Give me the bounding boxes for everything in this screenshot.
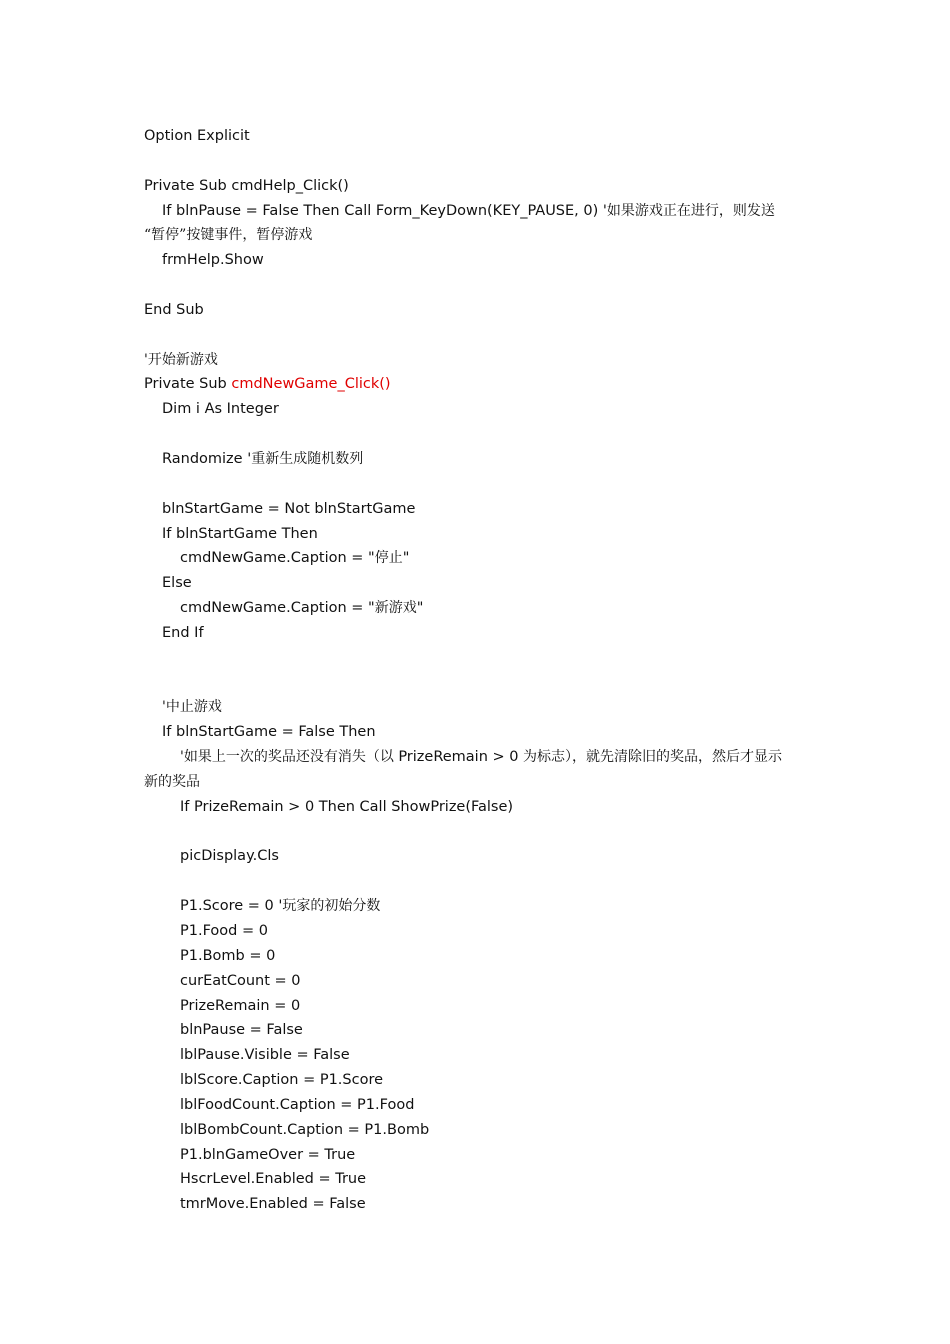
code-line <box>144 571 814 596</box>
code-line <box>144 298 814 323</box>
code-text: blnPause = False <box>180 1022 303 1039</box>
code-text: If PrizeRemain > 0 Then Call ShowPrize(False) <box>180 798 514 815</box>
blank-line <box>144 820 814 845</box>
code-listing <box>144 124 814 1217</box>
comment-text: 玩家的初始分数 <box>282 898 381 915</box>
code-text: tmrMove.Enabled = False <box>180 1196 366 1213</box>
code-text: lblBombCount.Caption = P1.Bomb <box>180 1121 430 1138</box>
code-line <box>144 1118 814 1143</box>
code-text: picDisplay.Cls <box>180 848 279 865</box>
code-text: P1.Score = 0 ' <box>180 898 283 915</box>
comment-text: '中止游戏 <box>162 699 222 716</box>
blank-line <box>144 323 814 348</box>
code-text: PrizeRemain = 0 <box>180 997 301 1014</box>
comment-text: “暂停”按键事件，暂停游戏 <box>144 227 313 244</box>
comment-text: 如果游戏正在进行，则发送 <box>606 202 775 219</box>
comment-text: '如果上一次的奖品还没有消失（以 <box>180 749 399 766</box>
code-line <box>144 844 814 869</box>
blank-line <box>144 646 814 671</box>
code-line <box>144 621 814 646</box>
code-line <box>144 174 814 199</box>
code-text: Option Explicit <box>144 128 250 144</box>
code-text: End Sub <box>144 301 204 318</box>
code-line <box>144 248 814 273</box>
code-line <box>144 695 814 720</box>
code-text: HscrLevel.Enabled = True <box>180 1171 367 1188</box>
code-text: " <box>416 600 424 617</box>
code-line <box>144 1167 814 1192</box>
code-text: Dim i As Integer <box>162 401 279 418</box>
code-text: P1.Food = 0 <box>180 923 268 939</box>
code-line <box>144 348 814 373</box>
code-line <box>144 124 814 149</box>
code-line <box>144 1143 814 1168</box>
code-text: frmHelp.Show <box>162 252 264 269</box>
code-text: Private Sub <box>144 376 232 393</box>
string-text: 停止 <box>374 550 403 567</box>
code-line <box>144 1068 814 1093</box>
code-line <box>144 397 814 422</box>
code-text: PrizeRemain > 0 <box>398 749 519 766</box>
code-line <box>144 372 814 397</box>
code-text: cmdNewGame.Caption = " <box>180 600 375 617</box>
code-text: Randomize ' <box>162 450 252 467</box>
code-text: Private Sub cmdHelp_Click() <box>144 177 349 194</box>
code-line <box>144 969 814 994</box>
code-text: P1.blnGameOver = True <box>180 1146 356 1163</box>
code-text: If blnStartGame Then <box>162 525 318 542</box>
code-line <box>144 944 814 969</box>
code-text: End If <box>162 624 204 641</box>
code-line <box>144 894 814 919</box>
code-line <box>144 596 814 621</box>
code-line <box>144 994 814 1019</box>
code-line <box>144 447 814 472</box>
code-text: " <box>402 550 410 567</box>
code-text: curEatCount = 0 <box>180 972 301 989</box>
code-line <box>144 546 814 571</box>
code-line <box>144 919 814 944</box>
code-text: If blnStartGame = False Then <box>162 724 376 741</box>
code-text: lblScore.Caption = P1.Score <box>180 1072 384 1089</box>
code-line <box>144 1018 814 1043</box>
highlighted-code-text: cmdNewGame_Click() <box>231 376 391 393</box>
code-line <box>144 1043 814 1068</box>
code-text: cmdNewGame.Caption = " <box>180 550 375 567</box>
blank-line <box>144 273 814 298</box>
comment-text: 重新生成随机数列 <box>251 450 364 467</box>
string-text: 新游戏 <box>374 600 417 617</box>
comment-text: 为标志），就先清除旧的奖品，然后才显示 <box>518 749 782 766</box>
code-text: P1.Bomb = 0 <box>180 947 276 964</box>
code-line <box>144 720 814 745</box>
blank-line <box>144 149 814 174</box>
code-line <box>144 199 814 224</box>
code-line <box>144 497 814 522</box>
blank-line <box>144 869 814 894</box>
code-line <box>144 795 814 820</box>
blank-line <box>144 671 814 696</box>
blank-line <box>144 472 814 497</box>
code-text: If blnPause = False Then Call Form_KeyDown(KEY_PAUSE, 0) ' <box>162 202 607 219</box>
comment-text: '开始新游戏 <box>144 351 218 368</box>
code-text: lblFoodCount.Caption = P1.Food <box>180 1096 415 1113</box>
code-text: Else <box>162 575 192 592</box>
code-text: lblPause.Visible = False <box>180 1047 350 1064</box>
code-line <box>144 522 814 547</box>
code-line <box>144 1192 814 1217</box>
code-line-continuation <box>144 223 814 248</box>
comment-text: 新的奖品 <box>144 773 200 790</box>
code-line <box>144 1093 814 1118</box>
code-text: blnStartGame = Not blnStartGame <box>162 500 416 517</box>
blank-line <box>144 422 814 447</box>
code-line-continuation <box>144 770 814 795</box>
code-line <box>144 745 814 770</box>
